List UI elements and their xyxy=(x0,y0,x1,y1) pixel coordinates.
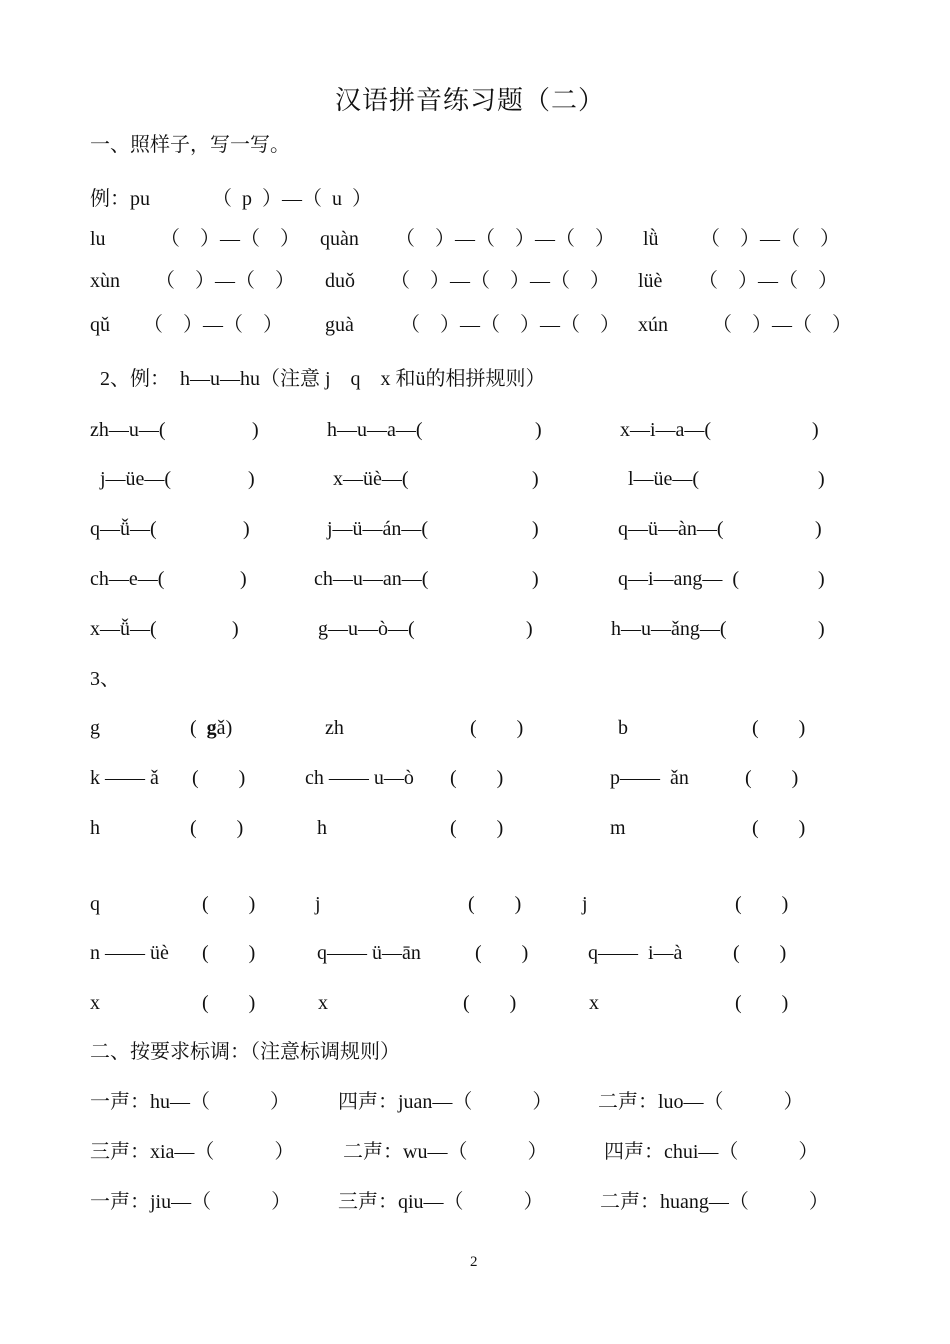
s3-bracket[interactable]: ( ) xyxy=(470,717,524,739)
section-4-heading: 二、按要求标调：（注意标调规则） xyxy=(90,1041,400,1063)
s1-syllable: lu xyxy=(90,228,106,250)
s1-blank[interactable]: （ ）—（ ） xyxy=(712,314,852,336)
section-3-heading: 3、 xyxy=(90,668,120,690)
s2-prompt: j—ü—án—( xyxy=(327,518,429,540)
s3-final: q—— ü—ān xyxy=(317,942,421,964)
s2-close[interactable]: ) xyxy=(815,518,822,540)
s2-prompt: x—ǚ—( xyxy=(90,618,157,640)
s3-initial: j xyxy=(582,893,588,915)
s2-prompt: q—ǚ—( xyxy=(90,518,157,540)
s3-final: ch —— u—ò xyxy=(305,767,414,789)
s1-syllable: duǒ xyxy=(325,270,355,292)
s2-close[interactable]: ) xyxy=(818,568,825,590)
tone-item[interactable]: 二声：wu—（ ） xyxy=(343,1141,548,1163)
s3-bracket[interactable]: ( ) xyxy=(202,992,256,1014)
s3-bracket[interactable]: ( ) xyxy=(733,942,787,964)
s1-blank[interactable]: （ ）—（ ）—（ ） xyxy=(395,228,615,250)
s3-final: k —— ǎ xyxy=(90,767,159,789)
s1-blank[interactable]: （ ）—（ ） xyxy=(155,270,295,292)
s2-close[interactable]: ) xyxy=(248,468,255,490)
s2-prompt: l—üe—( xyxy=(628,468,700,490)
s3-initial: zh xyxy=(325,717,344,739)
s3-initial: x xyxy=(589,992,599,1014)
tone-item[interactable]: 二声：luo—（ ） xyxy=(598,1091,804,1113)
s2-close[interactable]: ) xyxy=(535,419,542,441)
s1-blank[interactable]: （ ）—（ ） xyxy=(698,270,838,292)
page-number: 2 xyxy=(470,1254,478,1270)
s2-prompt: q—ü—àn—( xyxy=(618,518,724,540)
s2-close[interactable]: ) xyxy=(532,468,539,490)
s2-prompt: h—u—a—( xyxy=(327,419,423,441)
s3-example-initial: g xyxy=(206,717,217,739)
section-2-heading: 2、例： h—u—hu（注意 j q x 和ü的相拼规则） xyxy=(100,368,546,390)
s3-bracket[interactable]: ( ) xyxy=(202,893,256,915)
s2-close[interactable]: ) xyxy=(240,568,247,590)
s2-close[interactable]: ) xyxy=(818,468,825,490)
s3-bracket[interactable]: ( ) xyxy=(745,767,799,789)
s3-bracket[interactable]: ( ) xyxy=(752,817,806,839)
s2-prompt: g—u—ò—( xyxy=(318,618,415,640)
s3-example-final: ǎ xyxy=(216,717,226,739)
s3-bracket[interactable]: ( ) xyxy=(450,767,504,789)
s1-syllable: xùn xyxy=(90,270,120,292)
s2-close[interactable]: ) xyxy=(818,618,825,640)
s1-blank[interactable]: （ ）—（ ）—（ ） xyxy=(390,270,610,292)
section-1-heading: 一、照样子，写一写。 xyxy=(90,134,290,156)
tone-item[interactable]: 三声：qiu—（ ） xyxy=(338,1191,544,1213)
tone-item[interactable]: 一声：jiu—（ ） xyxy=(90,1191,292,1213)
tone-item[interactable]: 四声：chui—（ ） xyxy=(604,1141,819,1163)
s2-close[interactable]: ) xyxy=(812,419,819,441)
s3-final: p—— ǎn xyxy=(610,767,689,789)
s1-syllable: qǔ xyxy=(90,314,110,336)
s3-bracket[interactable]: ( ) xyxy=(468,893,522,915)
s2-prompt: x—i—a—( xyxy=(620,419,712,441)
s3-bracket[interactable]: ( ) xyxy=(450,817,504,839)
s2-prompt: q—i—ang— ( xyxy=(618,568,740,590)
s3-initial: g xyxy=(90,717,100,739)
s3-bracket[interactable]: ( ) xyxy=(190,817,244,839)
page-title: 汉语拼音练习题（二） xyxy=(335,86,606,115)
s3-bracket[interactable]: ( ) xyxy=(752,717,806,739)
s3-initial: q xyxy=(90,893,100,915)
tone-item[interactable]: 四声：juan—（ ） xyxy=(338,1091,553,1113)
s1-syllable: lüè xyxy=(638,270,663,292)
s2-prompt: h—u—ǎng—( xyxy=(611,618,727,640)
s3-example-answer: ( gǎ) xyxy=(190,717,233,739)
s1-syllable: quàn xyxy=(320,228,359,250)
s2-prompt: ch—u—an—( xyxy=(314,568,429,590)
s1-syllable: lǜ xyxy=(643,228,659,250)
s3-bracket[interactable]: ( ) xyxy=(192,767,246,789)
s3-bracket[interactable]: ( ) xyxy=(735,893,789,915)
s3-final: n —— üè xyxy=(90,942,169,964)
s2-prompt: ch—e—( xyxy=(90,568,165,590)
s2-prompt: zh—u—( xyxy=(90,419,166,441)
s1-syllable: xún xyxy=(638,314,668,336)
tone-item[interactable]: 二声：huang—（ ） xyxy=(600,1191,829,1213)
example-answer: （ p ）—（ u ） xyxy=(212,188,372,210)
s3-initial: h xyxy=(90,817,100,839)
s1-blank[interactable]: （ ）—（ ） xyxy=(700,228,840,250)
s3-initial: m xyxy=(610,817,626,839)
s1-syllable: guà xyxy=(325,314,354,336)
s2-close[interactable]: ) xyxy=(252,419,259,441)
s2-close[interactable]: ) xyxy=(532,568,539,590)
s2-close[interactable]: ) xyxy=(232,618,239,640)
s3-initial: b xyxy=(618,717,628,739)
s1-blank[interactable]: （ ）—（ ）—（ ） xyxy=(400,314,620,336)
tone-item[interactable]: 三声：xia—（ ） xyxy=(90,1141,295,1163)
s2-close[interactable]: ) xyxy=(526,618,533,640)
s3-bracket[interactable]: ( ) xyxy=(475,942,529,964)
s1-blank[interactable]: （ ）—（ ） xyxy=(143,314,283,336)
s2-prompt: x—üè—( xyxy=(333,468,409,490)
s3-bracket[interactable]: ( ) xyxy=(202,942,256,964)
s3-initial: x xyxy=(318,992,328,1014)
example-label: 例：pu xyxy=(90,188,150,210)
tone-item[interactable]: 一声：hu—（ ） xyxy=(90,1091,290,1113)
s3-initial: j xyxy=(315,893,321,915)
s3-bracket[interactable]: ( ) xyxy=(735,992,789,1014)
s3-bracket[interactable]: ( ) xyxy=(463,992,517,1014)
s3-initial: x xyxy=(90,992,100,1014)
s3-initial: h xyxy=(317,817,327,839)
s1-blank[interactable]: （ ）—（ ） xyxy=(160,228,300,250)
s2-prompt: j—üe—( xyxy=(100,468,172,490)
s3-final: q—— i—à xyxy=(588,942,683,964)
s2-close[interactable]: ) xyxy=(532,518,539,540)
s2-close[interactable]: ) xyxy=(243,518,250,540)
